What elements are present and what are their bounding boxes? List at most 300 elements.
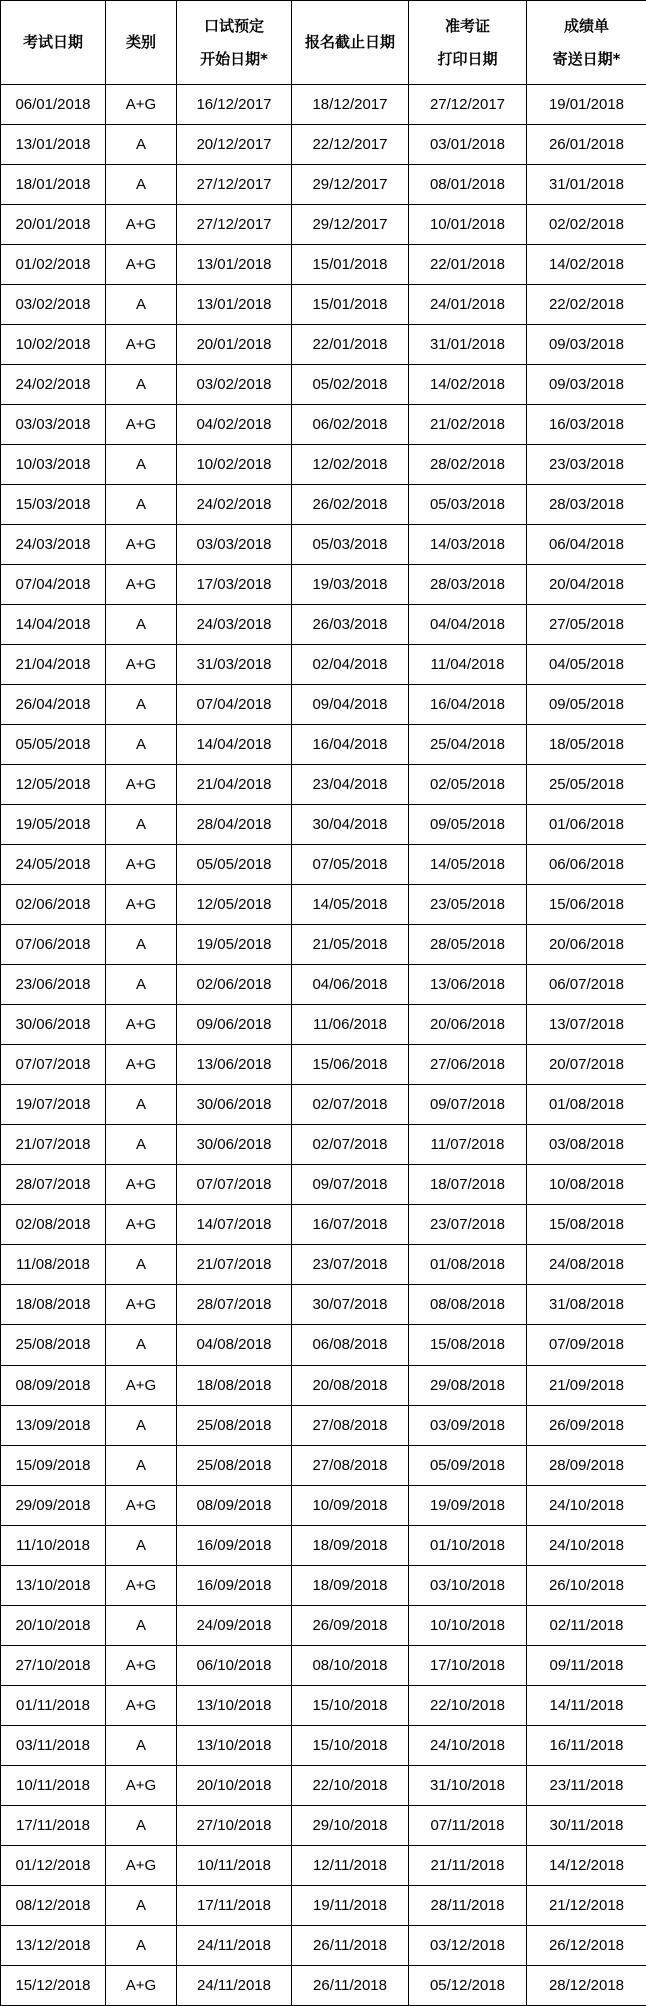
- cell-category: A: [106, 485, 177, 525]
- cell-oral-booking-start: 14/07/2018: [177, 1205, 292, 1245]
- cell-admission-ticket-print: 15/08/2018: [409, 1325, 527, 1365]
- cell-registration-deadline: 15/10/2018: [292, 1725, 409, 1765]
- cell-score-report-send: 24/10/2018: [527, 1485, 646, 1525]
- cell-admission-ticket-print: 20/06/2018: [409, 1005, 527, 1045]
- cell-category: A+G: [106, 245, 177, 285]
- cell-admission-ticket-print: 16/04/2018: [409, 685, 527, 725]
- cell-registration-deadline: 15/06/2018: [292, 1045, 409, 1085]
- cell-score-report-send: 13/07/2018: [527, 1005, 646, 1045]
- cell-exam-date: 15/12/2018: [1, 1965, 106, 2005]
- header-admission-ticket-print: 准考证 打印日期: [409, 1, 527, 85]
- cell-category: A: [106, 125, 177, 165]
- cell-category: A+G: [106, 205, 177, 245]
- table-row: [1, 1165, 646, 1205]
- cell-category: A+G: [106, 1645, 177, 1685]
- cell-exam-date: 23/06/2018: [1, 965, 106, 1005]
- cell-score-report-send: 14/12/2018: [527, 1845, 646, 1885]
- cell-oral-booking-start: 30/06/2018: [177, 1085, 292, 1125]
- cell-registration-deadline: 04/06/2018: [292, 965, 409, 1005]
- cell-oral-booking-start: 04/08/2018: [177, 1325, 292, 1365]
- cell-registration-deadline: 08/10/2018: [292, 1645, 409, 1685]
- cell-admission-ticket-print: 27/12/2017: [409, 85, 527, 125]
- cell-score-report-send: 31/01/2018: [527, 165, 646, 205]
- cell-category: A+G: [106, 1205, 177, 1245]
- cell-category: A: [106, 725, 177, 765]
- cell-score-report-send: 28/03/2018: [527, 485, 646, 525]
- cell-oral-booking-start: 13/06/2018: [177, 1045, 292, 1085]
- table-row: [1, 1765, 646, 1805]
- cell-category: A+G: [106, 1685, 177, 1725]
- cell-registration-deadline: 20/08/2018: [292, 1365, 409, 1405]
- table-row: [1, 1005, 646, 1045]
- cell-score-report-send: 16/03/2018: [527, 405, 646, 445]
- cell-exam-date: 10/03/2018: [1, 445, 106, 485]
- cell-score-report-send: 26/09/2018: [527, 1405, 646, 1445]
- cell-category: A+G: [106, 765, 177, 805]
- cell-registration-deadline: 05/02/2018: [292, 365, 409, 405]
- cell-score-report-send: 14/02/2018: [527, 245, 646, 285]
- cell-category: A: [106, 805, 177, 845]
- cell-score-report-send: 09/11/2018: [527, 1645, 646, 1685]
- header-oral-booking-start: 口试预定 开始日期*: [177, 1, 292, 85]
- cell-score-report-send: 28/12/2018: [527, 1965, 646, 2005]
- table-row: [1, 1685, 646, 1725]
- cell-oral-booking-start: 21/07/2018: [177, 1245, 292, 1285]
- cell-oral-booking-start: 24/09/2018: [177, 1605, 292, 1645]
- cell-registration-deadline: 19/03/2018: [292, 565, 409, 605]
- cell-registration-deadline: 18/12/2017: [292, 85, 409, 125]
- cell-admission-ticket-print: 31/10/2018: [409, 1765, 527, 1805]
- cell-admission-ticket-print: 28/03/2018: [409, 565, 527, 605]
- table-row: [1, 1085, 646, 1125]
- cell-score-report-send: 14/11/2018: [527, 1685, 646, 1725]
- cell-oral-booking-start: 20/12/2017: [177, 125, 292, 165]
- cell-oral-booking-start: 16/12/2017: [177, 85, 292, 125]
- cell-category: A: [106, 685, 177, 725]
- cell-admission-ticket-print: 23/05/2018: [409, 885, 527, 925]
- cell-exam-date: 21/07/2018: [1, 1125, 106, 1165]
- cell-exam-date: 20/10/2018: [1, 1605, 106, 1645]
- cell-oral-booking-start: 16/09/2018: [177, 1525, 292, 1565]
- cell-admission-ticket-print: 01/10/2018: [409, 1525, 527, 1565]
- schedule-body: [1, 85, 646, 2006]
- cell-admission-ticket-print: 29/08/2018: [409, 1365, 527, 1405]
- cell-category: A: [106, 1445, 177, 1485]
- cell-registration-deadline: 23/04/2018: [292, 765, 409, 805]
- cell-admission-ticket-print: 02/05/2018: [409, 765, 527, 805]
- cell-registration-deadline: 23/07/2018: [292, 1245, 409, 1285]
- table-row: [1, 485, 646, 525]
- cell-registration-deadline: 15/01/2018: [292, 245, 409, 285]
- cell-admission-ticket-print: 24/01/2018: [409, 285, 527, 325]
- cell-score-report-send: 16/11/2018: [527, 1725, 646, 1765]
- cell-score-report-send: 21/09/2018: [527, 1365, 646, 1405]
- table-row: [1, 125, 646, 165]
- cell-registration-deadline: 12/11/2018: [292, 1845, 409, 1885]
- cell-registration-deadline: 29/12/2017: [292, 165, 409, 205]
- header-registration-deadline: 报名截止日期: [292, 1, 409, 85]
- cell-oral-booking-start: 24/02/2018: [177, 485, 292, 525]
- cell-admission-ticket-print: 05/09/2018: [409, 1445, 527, 1485]
- cell-oral-booking-start: 03/03/2018: [177, 525, 292, 565]
- cell-category: A: [106, 1885, 177, 1925]
- cell-exam-date: 13/12/2018: [1, 1925, 106, 1965]
- cell-oral-booking-start: 04/02/2018: [177, 405, 292, 445]
- cell-oral-booking-start: 28/07/2018: [177, 1285, 292, 1325]
- cell-category: A: [106, 925, 177, 965]
- cell-exam-date: 02/08/2018: [1, 1205, 106, 1245]
- cell-score-report-send: 02/02/2018: [527, 205, 646, 245]
- cell-admission-ticket-print: 24/10/2018: [409, 1725, 527, 1765]
- table-row: [1, 405, 646, 445]
- cell-category: A+G: [106, 405, 177, 445]
- cell-registration-deadline: 06/08/2018: [292, 1325, 409, 1365]
- table-row: [1, 1325, 646, 1365]
- cell-oral-booking-start: 13/10/2018: [177, 1725, 292, 1765]
- table-row: [1, 205, 646, 245]
- cell-exam-date: 02/06/2018: [1, 885, 106, 925]
- table-row: [1, 1805, 646, 1845]
- cell-registration-deadline: 26/11/2018: [292, 1925, 409, 1965]
- cell-score-report-send: 02/11/2018: [527, 1605, 646, 1645]
- cell-admission-ticket-print: 09/07/2018: [409, 1085, 527, 1125]
- table-row: [1, 245, 646, 285]
- cell-oral-booking-start: 17/11/2018: [177, 1885, 292, 1925]
- table-row: [1, 1605, 646, 1645]
- cell-oral-booking-start: 13/01/2018: [177, 245, 292, 285]
- cell-exam-date: 19/05/2018: [1, 805, 106, 845]
- cell-category: A+G: [106, 885, 177, 925]
- table-row: [1, 965, 646, 1005]
- cell-admission-ticket-print: 08/08/2018: [409, 1285, 527, 1325]
- cell-oral-booking-start: 13/10/2018: [177, 1685, 292, 1725]
- cell-score-report-send: 20/04/2018: [527, 565, 646, 605]
- table-row: [1, 1125, 646, 1165]
- table-row: [1, 1565, 646, 1605]
- cell-registration-deadline: 29/12/2017: [292, 205, 409, 245]
- cell-category: A: [106, 1605, 177, 1645]
- cell-registration-deadline: 22/12/2017: [292, 125, 409, 165]
- cell-category: A: [106, 1805, 177, 1845]
- cell-admission-ticket-print: 25/04/2018: [409, 725, 527, 765]
- cell-category: A: [106, 1325, 177, 1365]
- cell-category: A+G: [106, 565, 177, 605]
- table-row: [1, 925, 646, 965]
- cell-score-report-send: 04/05/2018: [527, 645, 646, 685]
- cell-admission-ticket-print: 22/01/2018: [409, 245, 527, 285]
- cell-exam-date: 17/11/2018: [1, 1805, 106, 1845]
- cell-category: A+G: [106, 845, 177, 885]
- table-row: [1, 1365, 646, 1405]
- cell-admission-ticket-print: 14/05/2018: [409, 845, 527, 885]
- cell-score-report-send: 31/08/2018: [527, 1285, 646, 1325]
- cell-score-report-send: 06/06/2018: [527, 845, 646, 885]
- table-row: [1, 1205, 646, 1245]
- cell-exam-date: 19/07/2018: [1, 1085, 106, 1125]
- table-row: [1, 605, 646, 645]
- cell-registration-deadline: 22/10/2018: [292, 1765, 409, 1805]
- cell-oral-booking-start: 05/05/2018: [177, 845, 292, 885]
- table-row: [1, 1925, 646, 1965]
- cell-exam-date: 11/08/2018: [1, 1245, 106, 1285]
- cell-category: A: [106, 165, 177, 205]
- cell-exam-date: 24/05/2018: [1, 845, 106, 885]
- table-row: [1, 805, 646, 845]
- cell-exam-date: 13/09/2018: [1, 1405, 106, 1445]
- cell-score-report-send: 22/02/2018: [527, 285, 646, 325]
- cell-exam-date: 14/04/2018: [1, 605, 106, 645]
- cell-category: A+G: [106, 1765, 177, 1805]
- cell-exam-date: 26/04/2018: [1, 685, 106, 725]
- cell-category: A: [106, 1925, 177, 1965]
- cell-oral-booking-start: 10/02/2018: [177, 445, 292, 485]
- table-row: [1, 1445, 646, 1485]
- cell-score-report-send: 23/03/2018: [527, 445, 646, 485]
- cell-admission-ticket-print: 10/10/2018: [409, 1605, 527, 1645]
- table-row: [1, 1045, 646, 1085]
- cell-category: A: [106, 1085, 177, 1125]
- cell-registration-deadline: 30/04/2018: [292, 805, 409, 845]
- cell-registration-deadline: 16/07/2018: [292, 1205, 409, 1245]
- cell-exam-date: 25/08/2018: [1, 1325, 106, 1365]
- cell-score-report-send: 09/03/2018: [527, 365, 646, 405]
- table-row: [1, 1525, 646, 1565]
- table-row: [1, 165, 646, 205]
- table-row: [1, 565, 646, 605]
- cell-exam-date: 08/09/2018: [1, 1365, 106, 1405]
- cell-admission-ticket-print: 08/01/2018: [409, 165, 527, 205]
- cell-oral-booking-start: 08/09/2018: [177, 1485, 292, 1525]
- cell-registration-deadline: 14/05/2018: [292, 885, 409, 925]
- cell-registration-deadline: 29/10/2018: [292, 1805, 409, 1845]
- cell-score-report-send: 30/11/2018: [527, 1805, 646, 1845]
- cell-category: A: [106, 1405, 177, 1445]
- table-row: [1, 885, 646, 925]
- cell-oral-booking-start: 30/06/2018: [177, 1125, 292, 1165]
- header-category: 类别: [106, 1, 177, 85]
- cell-oral-booking-start: 09/06/2018: [177, 1005, 292, 1045]
- cell-exam-date: 27/10/2018: [1, 1645, 106, 1685]
- cell-registration-deadline: 10/09/2018: [292, 1485, 409, 1525]
- table-row: [1, 645, 646, 685]
- cell-admission-ticket-print: 28/11/2018: [409, 1885, 527, 1925]
- cell-exam-date: 13/01/2018: [1, 125, 106, 165]
- cell-oral-booking-start: 17/03/2018: [177, 565, 292, 605]
- cell-admission-ticket-print: 11/04/2018: [409, 645, 527, 685]
- cell-score-report-send: 01/08/2018: [527, 1085, 646, 1125]
- table-row: [1, 85, 646, 125]
- cell-admission-ticket-print: 22/10/2018: [409, 1685, 527, 1725]
- cell-exam-date: 07/04/2018: [1, 565, 106, 605]
- table-row: [1, 1965, 646, 2005]
- cell-category: A: [106, 365, 177, 405]
- cell-score-report-send: 03/08/2018: [527, 1125, 646, 1165]
- table-row: [1, 1285, 646, 1325]
- cell-registration-deadline: 05/03/2018: [292, 525, 409, 565]
- cell-category: A: [106, 965, 177, 1005]
- cell-registration-deadline: 12/02/2018: [292, 445, 409, 485]
- cell-admission-ticket-print: 13/06/2018: [409, 965, 527, 1005]
- cell-category: A+G: [106, 525, 177, 565]
- cell-admission-ticket-print: 21/11/2018: [409, 1845, 527, 1885]
- cell-oral-booking-start: 21/04/2018: [177, 765, 292, 805]
- table-row: [1, 685, 646, 725]
- cell-registration-deadline: 11/06/2018: [292, 1005, 409, 1045]
- cell-score-report-send: 01/06/2018: [527, 805, 646, 845]
- cell-admission-ticket-print: 04/04/2018: [409, 605, 527, 645]
- cell-score-report-send: 26/12/2018: [527, 1925, 646, 1965]
- cell-oral-booking-start: 28/04/2018: [177, 805, 292, 845]
- cell-registration-deadline: 19/11/2018: [292, 1885, 409, 1925]
- cell-oral-booking-start: 25/08/2018: [177, 1405, 292, 1445]
- cell-category: A+G: [106, 1365, 177, 1405]
- cell-admission-ticket-print: 05/03/2018: [409, 485, 527, 525]
- cell-category: A+G: [106, 325, 177, 365]
- cell-oral-booking-start: 31/03/2018: [177, 645, 292, 685]
- cell-oral-booking-start: 07/07/2018: [177, 1165, 292, 1205]
- cell-admission-ticket-print: 03/12/2018: [409, 1925, 527, 1965]
- cell-exam-date: 11/10/2018: [1, 1525, 106, 1565]
- cell-oral-booking-start: 20/01/2018: [177, 325, 292, 365]
- cell-score-report-send: 20/06/2018: [527, 925, 646, 965]
- cell-oral-booking-start: 03/02/2018: [177, 365, 292, 405]
- cell-score-report-send: 28/09/2018: [527, 1445, 646, 1485]
- cell-registration-deadline: 26/03/2018: [292, 605, 409, 645]
- header-row: [1, 1, 646, 85]
- cell-oral-booking-start: 24/03/2018: [177, 605, 292, 645]
- cell-admission-ticket-print: 21/02/2018: [409, 405, 527, 445]
- cell-category: A: [106, 605, 177, 645]
- cell-registration-deadline: 15/01/2018: [292, 285, 409, 325]
- cell-admission-ticket-print: 27/06/2018: [409, 1045, 527, 1085]
- cell-registration-deadline: 30/07/2018: [292, 1285, 409, 1325]
- cell-category: A: [106, 1725, 177, 1765]
- cell-admission-ticket-print: 11/07/2018: [409, 1125, 527, 1165]
- cell-category: A+G: [106, 1565, 177, 1605]
- cell-oral-booking-start: 24/11/2018: [177, 1925, 292, 1965]
- cell-registration-deadline: 15/10/2018: [292, 1685, 409, 1725]
- cell-admission-ticket-print: 10/01/2018: [409, 205, 527, 245]
- cell-category: A+G: [106, 1485, 177, 1525]
- cell-exam-date: 03/03/2018: [1, 405, 106, 445]
- cell-exam-date: 18/08/2018: [1, 1285, 106, 1325]
- cell-exam-date: 05/05/2018: [1, 725, 106, 765]
- cell-oral-booking-start: 10/11/2018: [177, 1845, 292, 1885]
- cell-score-report-send: 10/08/2018: [527, 1165, 646, 1205]
- cell-admission-ticket-print: 19/09/2018: [409, 1485, 527, 1525]
- cell-category: A+G: [106, 645, 177, 685]
- cell-exam-date: 24/03/2018: [1, 525, 106, 565]
- cell-registration-deadline: 18/09/2018: [292, 1565, 409, 1605]
- cell-admission-ticket-print: 14/03/2018: [409, 525, 527, 565]
- cell-exam-date: 21/04/2018: [1, 645, 106, 685]
- cell-oral-booking-start: 27/12/2017: [177, 205, 292, 245]
- cell-score-report-send: 21/12/2018: [527, 1885, 646, 1925]
- cell-oral-booking-start: 06/10/2018: [177, 1645, 292, 1685]
- cell-score-report-send: 19/01/2018: [527, 85, 646, 125]
- cell-category: A: [106, 445, 177, 485]
- cell-admission-ticket-print: 31/01/2018: [409, 325, 527, 365]
- cell-registration-deadline: 02/07/2018: [292, 1085, 409, 1125]
- cell-exam-date: 15/09/2018: [1, 1445, 106, 1485]
- cell-oral-booking-start: 14/04/2018: [177, 725, 292, 765]
- cell-exam-date: 07/07/2018: [1, 1045, 106, 1085]
- cell-exam-date: 10/02/2018: [1, 325, 106, 365]
- table-row: [1, 845, 646, 885]
- cell-oral-booking-start: 20/10/2018: [177, 1765, 292, 1805]
- cell-score-report-send: 24/08/2018: [527, 1245, 646, 1285]
- cell-category: A+G: [106, 1285, 177, 1325]
- table-row: [1, 1725, 646, 1765]
- cell-score-report-send: 24/10/2018: [527, 1525, 646, 1565]
- cell-admission-ticket-print: 18/07/2018: [409, 1165, 527, 1205]
- table-row: [1, 765, 646, 805]
- cell-oral-booking-start: 25/08/2018: [177, 1445, 292, 1485]
- table-row: [1, 1885, 646, 1925]
- cell-registration-deadline: 22/01/2018: [292, 325, 409, 365]
- cell-admission-ticket-print: 23/07/2018: [409, 1205, 527, 1245]
- table-row: [1, 445, 646, 485]
- cell-registration-deadline: 26/11/2018: [292, 1965, 409, 2005]
- cell-registration-deadline: 02/07/2018: [292, 1125, 409, 1165]
- cell-exam-date: 06/01/2018: [1, 85, 106, 125]
- header-exam-date: 考试日期: [1, 1, 106, 85]
- cell-oral-booking-start: 18/08/2018: [177, 1365, 292, 1405]
- cell-registration-deadline: 02/04/2018: [292, 645, 409, 685]
- cell-category: A+G: [106, 1845, 177, 1885]
- table-row: [1, 285, 646, 325]
- cell-category: A+G: [106, 85, 177, 125]
- cell-registration-deadline: 07/05/2018: [292, 845, 409, 885]
- table-row: [1, 1245, 646, 1285]
- table-row: [1, 1645, 646, 1685]
- cell-score-report-send: 09/03/2018: [527, 325, 646, 365]
- cell-admission-ticket-print: 07/11/2018: [409, 1805, 527, 1845]
- cell-category: A+G: [106, 1165, 177, 1205]
- cell-admission-ticket-print: 01/08/2018: [409, 1245, 527, 1285]
- cell-category: A+G: [106, 1045, 177, 1085]
- cell-score-report-send: 20/07/2018: [527, 1045, 646, 1085]
- cell-exam-date: 20/01/2018: [1, 205, 106, 245]
- cell-exam-date: 28/07/2018: [1, 1165, 106, 1205]
- cell-score-report-send: 06/07/2018: [527, 965, 646, 1005]
- table-row: [1, 1405, 646, 1445]
- cell-score-report-send: 26/01/2018: [527, 125, 646, 165]
- cell-category: A: [106, 1525, 177, 1565]
- cell-category: A: [106, 1245, 177, 1285]
- table-row: [1, 525, 646, 565]
- cell-oral-booking-start: 27/10/2018: [177, 1805, 292, 1845]
- cell-score-report-send: 27/05/2018: [527, 605, 646, 645]
- cell-exam-date: 13/10/2018: [1, 1565, 106, 1605]
- cell-category: A+G: [106, 1965, 177, 2005]
- cell-registration-deadline: 21/05/2018: [292, 925, 409, 965]
- cell-oral-booking-start: 27/12/2017: [177, 165, 292, 205]
- cell-admission-ticket-print: 03/10/2018: [409, 1565, 527, 1605]
- cell-oral-booking-start: 07/04/2018: [177, 685, 292, 725]
- cell-admission-ticket-print: 09/05/2018: [409, 805, 527, 845]
- cell-admission-ticket-print: 03/01/2018: [409, 125, 527, 165]
- cell-oral-booking-start: 19/05/2018: [177, 925, 292, 965]
- cell-exam-date: 01/12/2018: [1, 1845, 106, 1885]
- cell-admission-ticket-print: 03/09/2018: [409, 1405, 527, 1445]
- cell-oral-booking-start: 24/11/2018: [177, 1965, 292, 2005]
- cell-registration-deadline: 09/07/2018: [292, 1165, 409, 1205]
- cell-registration-deadline: 26/09/2018: [292, 1605, 409, 1645]
- cell-score-report-send: 06/04/2018: [527, 525, 646, 565]
- cell-exam-date: 08/12/2018: [1, 1885, 106, 1925]
- cell-registration-deadline: 18/09/2018: [292, 1525, 409, 1565]
